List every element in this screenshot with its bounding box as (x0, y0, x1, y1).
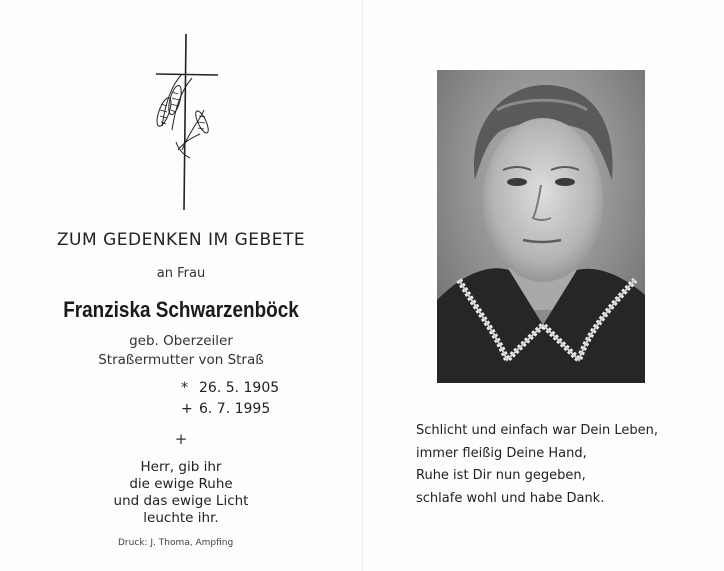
prayer-line: und das ewige Licht (113, 493, 249, 509)
prayer-line: leuchte ihr. (143, 510, 219, 526)
death-date: 6. 7. 1995 (199, 401, 271, 417)
death-symbol: + (181, 401, 193, 417)
cross-with-wheat-icon (142, 30, 232, 212)
card-fold (362, 0, 363, 571)
printer-credit: Druck: J. Thoma, Ampfing (118, 538, 234, 548)
prayer-line: die ewige Ruhe (129, 476, 233, 492)
poem-line: immer fleißig Deine Hand, (416, 445, 587, 461)
poem-line: schlafe wohl und habe Dank. (416, 490, 605, 506)
prayer (0, 459, 362, 527)
birth-symbol: * (181, 380, 188, 396)
role-description: Straßermutter von Straß (98, 352, 264, 368)
prayer-line: Herr, gib ihr (140, 459, 222, 475)
poem (416, 420, 658, 510)
deceased-name: Franziska Schwarzenböck (63, 297, 299, 322)
portrait-photo (437, 70, 645, 383)
poem-line: Ruhe ist Dir nun gegeben, (416, 468, 586, 483)
birth-date-row (181, 380, 279, 396)
birth-date: 26. 5. 1905 (199, 380, 280, 396)
birth-name: geb. Oberzeiler (129, 333, 233, 349)
separator-cross: + (174, 430, 188, 448)
death-date-row (181, 401, 270, 417)
poem-line: Schlicht und einfach war Dein Leben, (416, 423, 658, 438)
salutation: an Frau (156, 266, 206, 281)
card-heading: ZUM GEDENKEN IM GEBETE (56, 230, 306, 250)
